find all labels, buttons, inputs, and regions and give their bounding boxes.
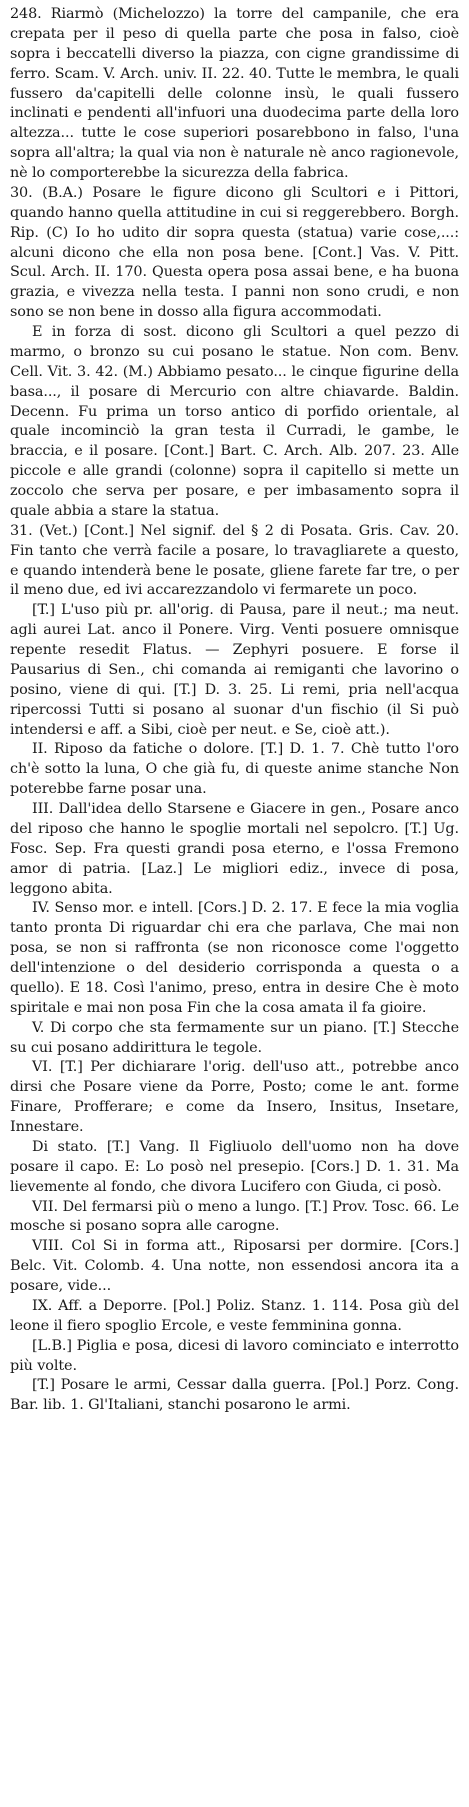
- paragraph: [T.] L'uso più pr. all'orig. di Pausa, pare il neut.; ma neut. agli aurei Lat. anco il Ponere. Virg. Venti posuere omnisque repente resedit Flatus. — Zephyri posuere. E forse il Pausarius di Sen., chi comanda ai remiganti che lavorino o posino, viene di qui. [T.] D. 3. 25. Li remi, pria nell'acqua ripercossi Tutti si posano al suonar d'un fischio (il Si può intendersi e aff. a Sibi, cioè per neut. e Se, cioè att.).: [10, 602, 459, 738]
- paragraph: II. Riposo da fatiche o dolore. [T.] D. 1. 7. Chè tutto l'oro ch'è sotto la luna, O che già fu, di queste anime stanche Non poterebbe farne posar una.: [10, 741, 459, 798]
- paragraph: IV. Senso mor. e intell. [Cors.] D. 2. 17. E fece la mia voglia tanto pronta Di riguardar chi era che parlava, Che mai non posa, se non si raffronta (se non riconosce come l'oggetto dell'intenzione o del desiderio corrisponda a questa o a quello). E 18. Così l'animo, preso, entra in desire Che è moto spiritale e mai non posa Fin che la cosa amata il fa gioire.: [10, 900, 459, 1016]
- paragraph: [L.B.] Piglia e posa, dicesi di lavoro cominciato e interrotto più volte.: [10, 1337, 459, 1374]
- paragraph: E in forza di sost. dicono gli Scultori a quel pezzo di marmo, o bronzo su cui posano le statue. Non com. Benv. Cell. Vit. 3. 42. (M.) Abbiamo pesato... le cinque figurine della basa..., il posare di Mercurio con altre chiavarde. Baldin. Decenn. Fu prima un torso antico di porfido orientale, al quale incominciò la gran testa il Curradi, le gambe, le braccia, e il posare. [Cont.] Bart. C. Arch. Alb. 207. 23. Alle piccole e alle grandi (colonne) sopra il capitello si mette un zoccolo che serva per posare, e per imbasamento sopra il quale abbia a stare la statua.: [10, 324, 459, 519]
- paragraph: IX. Aff. a Deporre. [Pol.] Poliz. Stanz. 1. 114. Posa giù del leone il fiero spoglio Ercole, e veste femminina gonna.: [10, 1297, 459, 1334]
- paragraph: VIII. Col Si in forma att., Riposarsi per dormire. [Cors.] Belc. Vit. Colomb. 4. Una notte, non essendosi ancora ita a posare, vide...: [10, 1238, 459, 1294]
- paragraph: Di stato. [T.] Vang. Il Figliuolo dell'uomo non ha dove posare il capo. E: Lo posò nel presepio. [Cors.] D. 1. 31. Ma lievemente al fondo, che divora Lucifero con Giuda, ci posò.: [10, 1138, 459, 1195]
- paragraph: [T.] Posare le armi, Cessar dalla guerra. [Pol.] Porz. Cong. Bar. lib. 1. Gl'Italiani, stanchi posarono le armi.: [10, 1377, 459, 1414]
- paragraph: 30. (B.A.) Posare le figure dicono gli Scultori e i Pittori, quando hanno quella attitudine in cui si reggerebbero. Borgh. Rip. (C) Io ho udito dir sopra questa (statua) varie cose,...: alcuni dicono che ella non posa bene. [Cont.] Vas. V. Pitt. Scul. Arch. II. 170. Questa opera posa assai bene, e ha buona grazia, e vivezza nella testa. I panni non sono crudi, e non sono se non bene in dosso alla figura accommodati.: [10, 184, 459, 321]
- paragraph: VI. [T.] Per dichiarare l'orig. dell'uso att., potrebbe anco dirsi che Posare viene da Porre, Posto; come le ant. forme Finare, Profferare; e come da Insero, Insitus, Insetare, Innestare.: [10, 1059, 459, 1135]
- paragraph: V. Di corpo che sta fermamente sur un piano. [T.] Stecche su cui posano addirittura le tegole.: [10, 1019, 459, 1056]
- paragraph: VII. Del fermarsi più o meno a lungo. [T.] Prov. Tosc. 66. Le mosche si posano sopra alle carogne.: [10, 1198, 459, 1235]
- paragraph: 31. (Vet.) [Cont.] Nel signif. del § 2 di Posata. Gris. Cav. 20. Fin tanto che verrà facile a posare, lo travagliarete a questo, e quando intenderà bene le posate, gliene farete far tre, o per il meno due, ed ivi accarezzandolo vi fermarete un poco.: [10, 522, 459, 599]
- paragraph: 248. Riarmò (Michelozzo) la torre del campanile, che era crepata per il peso di quella parte che posa in falso, cioè sopra i beccatelli diverso la piazza, con cigne grandissime di ferro. Scam. V. Arch. univ. II. 22. 40. Tutte le membra, le quali fussero da'capitelli delle colonne insù, le quali fussero inclinati e pendenti all'infuori una duodecima parte della loro altezza... tutte le cose superiori posarebbono in falso, l'una sopra all'altra; la qual via non è naturale nè anco ragionevole, nè lo comporterebbe la sicurezza della fabrica.: [10, 6, 459, 181]
- paragraph: III. Dall'idea dello Starsene e Giacere in gen., Posare anco del riposo che hanno le spoglie mortali nel sepolcro. [T.] Ug. Fosc. Sep. Fra questi grandi posa eterno, e l'ossa Fremono amor di patria. [Laz.] Le migliori ediz., invece di posa, leggono abita.: [10, 801, 459, 897]
- dictionary-entry-text: [10, 5, 459, 1416]
